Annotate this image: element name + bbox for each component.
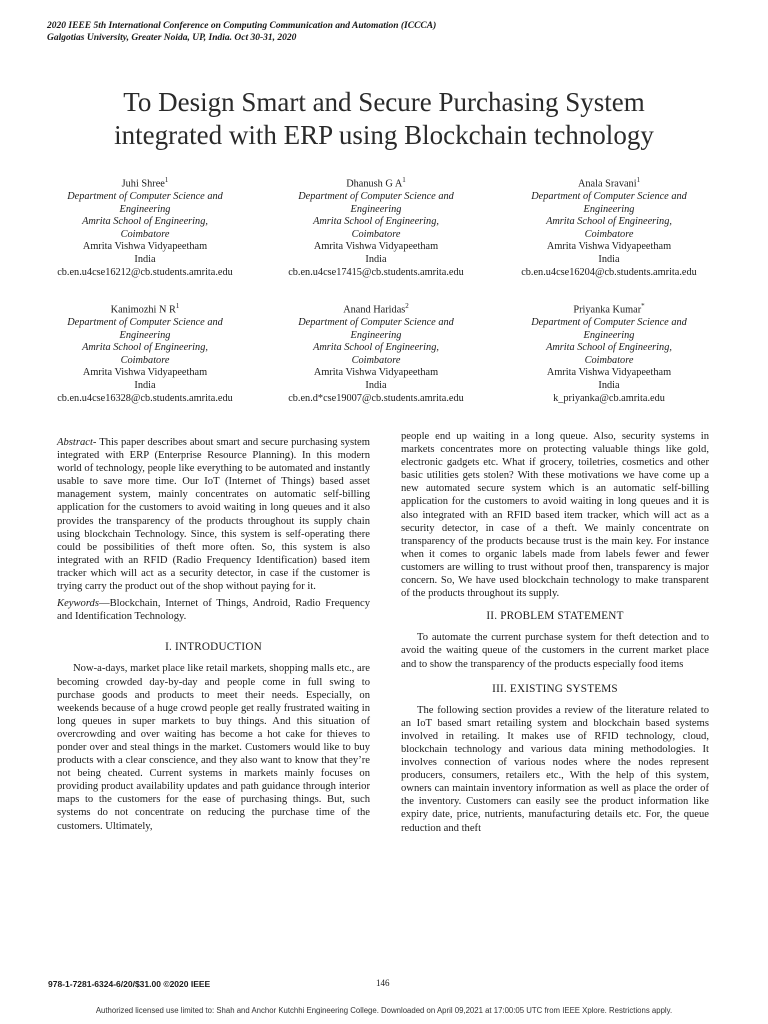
conference-header — [47, 20, 436, 44]
paper-title — [0, 86, 768, 152]
author-name: Priyanka Kumar — [573, 304, 642, 316]
author-dept: Department of Computer Science and — [531, 191, 687, 203]
introduction-continuation: people end up waiting in a long queue. Also, security systems in markets concentrates more on protecting valuable things like gold, electronic gadgets etc. What if grocery, toiletries, cosmetics and other basic utilities gets stolen? With these motivations we have come up a new automated secure system which is an automatic self-billing application for the customers to avoid waiting in long queues and it is also integrated with an RFID based item tracker, which will act as a security detector, in case of a theft. We mainly concentrate on transparency of the products because trust is the main key. For instance when it comes to organic labels made from labels fewer and fewer customers are willing to trust without proof then, transparency is major concern. So, We have used blockchain technology to make transparent of the products throughout its supply. — [401, 431, 709, 600]
author-name: Anand Haridas — [343, 304, 406, 316]
author-sup: 1 — [164, 176, 169, 184]
author-school-2: Coimbatore — [351, 354, 401, 366]
author-sup: 1 — [402, 176, 406, 184]
author-school-2: Coimbatore — [584, 354, 634, 366]
author-sup: 2 — [405, 302, 409, 310]
author-dept-2: Engineering — [583, 329, 635, 341]
conference-line-1: 2020 IEEE 5th International Conference on Computing Communication and Automation (ICCCA) — [47, 21, 437, 31]
author-email: k_priyanka@cb.amrita.edu — [553, 392, 665, 404]
author-country: India — [598, 253, 620, 265]
footer-isbn: 978-1-7281-6324-6/20/$31.00 ©2020 IEEE — [48, 979, 211, 989]
title-line-1: To Design Smart and Secure Purchasing System — [123, 87, 645, 117]
author-sup: 1 — [175, 302, 180, 310]
author-dept-2: Engineering — [583, 203, 635, 215]
author-email: cb.en.u4cse16212@cb.students.amrita.edu — [57, 266, 233, 278]
author-school-2: Coimbatore — [120, 354, 170, 366]
section-heading-existing: III. EXISTING SYSTEMS — [492, 682, 618, 695]
author-email: cb.en.u4cse16328@cb.students.amrita.edu — [57, 392, 233, 404]
section-heading-introduction: I. INTRODUCTION — [165, 641, 262, 654]
author-name: Anala Sravani — [577, 178, 637, 190]
keywords-label: Keywords — [57, 598, 99, 610]
author-email: cb.en.d*cse19007@cb.students.amrita.edu — [288, 392, 464, 404]
author-block — [25, 300, 265, 405]
abstract-label: Abstract- — [57, 437, 97, 448]
author-name: Kanimozhi N R — [110, 304, 176, 316]
author-country: India — [365, 253, 387, 265]
author-dept: Department of Computer Science and — [67, 191, 223, 203]
author-email: cb.en.u4cse17415@cb.students.amrita.edu — [288, 266, 464, 278]
author-sup: 1 — [636, 176, 641, 184]
author-dept-2: Engineering — [119, 203, 171, 215]
author-school-2: Coimbatore — [584, 228, 634, 240]
author-dept: Department of Computer Science and — [531, 317, 687, 329]
author-country: India — [134, 253, 156, 265]
page-number: 146 — [376, 978, 390, 988]
existing-text: The following section provides a review of the literature related to an IoT based smart retailing system and blockchain based systems involved in retailing. It makes use of RFID technology, cloud, blockchain technology and various data mining methodologies. It involves connection of various nodes where the nodes represent producers, consumers, retailers etc., With the help of this system, owners can maintain inventory information as well as place the order of the inventory. Customers can easily see the product information like expiry date, price, nutrients, manufacturing details etc. For, the queue reduction and theft — [401, 704, 709, 834]
author-block — [25, 174, 265, 279]
author-name: Dhanush G A — [346, 178, 403, 190]
author-country: India — [134, 379, 156, 391]
keywords — [57, 597, 370, 623]
title-line-2: integrated with ERP using Blockchain technology — [114, 120, 654, 150]
section-heading-problem: II. PROBLEM STATEMENT — [486, 610, 624, 623]
author-school: Amrita School of Engineering, — [546, 342, 672, 354]
conference-line-2: Galgotias University, Greater Noida, UP, India. Oct 30-31, 2020 — [47, 33, 297, 43]
author-dept-2: Engineering — [119, 329, 171, 341]
author-country: India — [598, 379, 620, 391]
author-school: Amrita School of Engineering, — [546, 216, 672, 228]
author-school: Amrita School of Engineering, — [82, 216, 208, 228]
left-column — [57, 436, 370, 833]
right-column — [401, 430, 709, 835]
author-school: Amrita School of Engineering, — [313, 216, 439, 228]
license-notice: Authorized licensed use limited to: Shah and Anchor Kutchhi Engineering College. Downloaded on April 09,2021 at 17:00:05 UTC from IEEE Xplore. Restrictions apply. — [95, 1006, 673, 1015]
author-block — [256, 300, 496, 405]
author-dept: Department of Computer Science and — [67, 317, 223, 329]
keywords-text: —Blockchain, Internet of Things, Android, Radio Frequency and Identification Technology. — [57, 598, 370, 623]
introduction-text: Now-a-days, market place like retail markets, shopping malls etc., are becoming crowded day-by-day and people come in full swing to purchase goods and products to meet their needs. Especially, on weekends because of a huge crowd people get really frustrated waiting in long queues in super markets to buy things. And this situation of overcrowding and over waiting has become a hot cake for thieves to ponder over and steal things in the market. Customers would like to buy products with a clear conscience, and they also want to know that they’re not being cheated. Current systems in markets mainly focuses on providing product availability updates and path guidance through interior maps to the customers for the ease of purchasing things. But, such systems do not concentrate on reducing the purchase time of the customers. Ultimately, — [57, 663, 370, 832]
author-university: Amrita Vishwa Vidyapeetham — [546, 367, 672, 379]
author-country: India — [365, 379, 387, 391]
abstract-text: This paper describes about smart and secure purchasing system integrated with ERP (Enterprise Resource Planning). In this modern world of technology, people like everything to be automated and instantly usable to save more time. Our IoT (Internet of Things) based asset management system, mainly concentrates on automatic self-billing application for the customers to avoid waiting in long queues and it also provides the transparency of the products throughout its supply chain using blockchain Technology. Since, this system is self-operating there could be possibilities of theft more often. So, this system is also integrated with an RFID (Radio Frequency Identification) based item tracker which will act as a security detector, in case if the customer is trying carry the product out of the shop without paying for it. — [57, 437, 370, 593]
author-block — [256, 174, 496, 279]
author-block — [489, 174, 729, 279]
problem-text: To automate the current purchase system for theft detection and to avoid the waiting queue of the customers in the current market place and to show the transparency of the products especially food items — [401, 632, 709, 670]
author-university: Amrita Vishwa Vidyapeetham — [82, 367, 208, 379]
author-dept-2: Engineering — [350, 203, 402, 215]
abstract — [57, 436, 370, 593]
author-university: Amrita Vishwa Vidyapeetham — [313, 241, 439, 253]
author-school: Amrita School of Engineering, — [313, 342, 439, 354]
author-university: Amrita Vishwa Vidyapeetham — [546, 241, 672, 253]
author-sup: * — [641, 302, 645, 310]
author-university: Amrita Vishwa Vidyapeetham — [82, 241, 208, 253]
author-name: Juhi Shree — [121, 178, 165, 190]
author-email: cb.en.u4cse16204@cb.students.amrita.edu — [521, 266, 697, 278]
author-dept: Department of Computer Science and — [298, 317, 454, 329]
author-university: Amrita Vishwa Vidyapeetham — [313, 367, 439, 379]
author-dept-2: Engineering — [350, 329, 402, 341]
author-school-2: Coimbatore — [351, 228, 401, 240]
author-school-2: Coimbatore — [120, 228, 170, 240]
author-dept: Department of Computer Science and — [298, 191, 454, 203]
author-block — [489, 300, 729, 405]
author-school: Amrita School of Engineering, — [82, 342, 208, 354]
